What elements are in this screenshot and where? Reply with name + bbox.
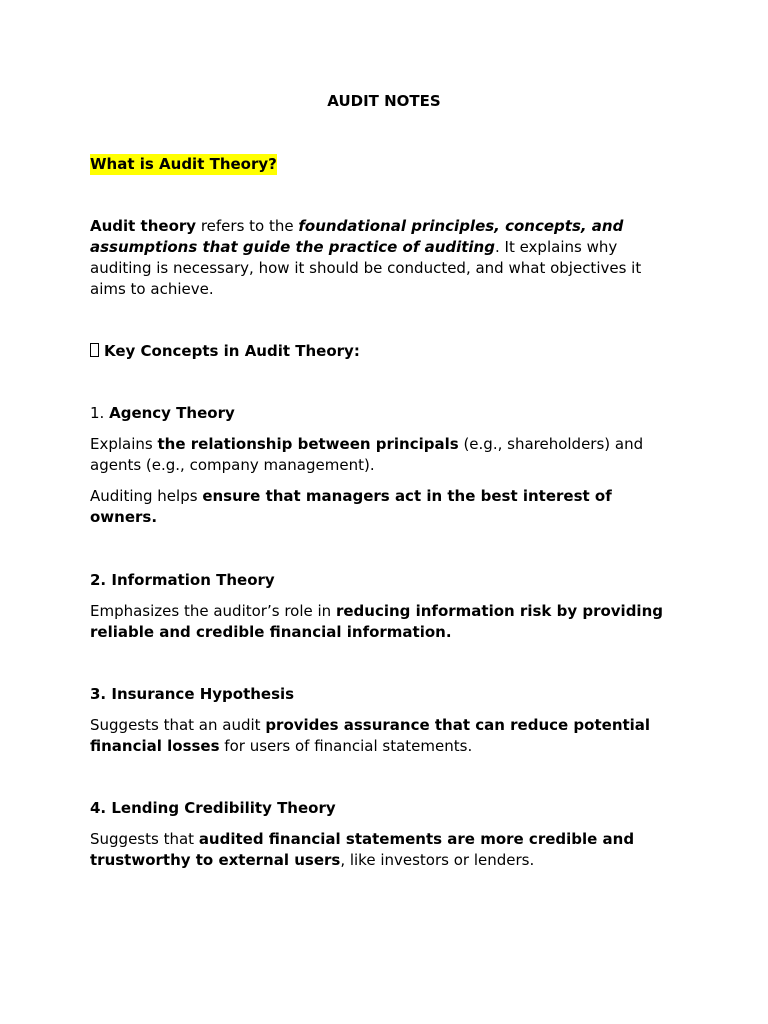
missing-glyph-icon — [90, 343, 99, 357]
question-heading: What is Audit Theory? — [90, 155, 277, 173]
text-run: (e.g., shareholders) and agents (e.g., company management). — [90, 435, 644, 474]
lending-paragraph — [90, 829, 680, 871]
section-heading-agency — [90, 403, 235, 424]
document-title: AUDIT NOTES — [327, 92, 441, 110]
key-concepts-label: Key Concepts in Audit Theory: — [104, 342, 360, 360]
section-title: Agency Theory — [109, 404, 235, 422]
bold-run: the relationship between principals — [157, 435, 459, 453]
agency-paragraph-2 — [90, 486, 680, 528]
insurance-paragraph — [90, 715, 680, 757]
text-run: Suggests that an audit — [90, 716, 266, 734]
intro-paragraph — [90, 216, 680, 300]
key-concepts-heading — [90, 341, 360, 362]
information-paragraph — [90, 601, 680, 643]
text-run: for users of financial statements. — [219, 737, 473, 755]
section-heading-lending: 4. Lending Credibility Theory — [90, 799, 336, 817]
bold-run: audited financial statements are more credible and trustworthy to external users — [90, 830, 635, 869]
intro-emphasis: foundational principles, concepts, and assumptions that guide the practice of auditing — [90, 217, 624, 256]
section-heading-insurance: 3. Insurance Hypothesis — [90, 685, 295, 703]
text-run: Auditing helps — [90, 487, 203, 505]
intro-term: Audit theory — [90, 217, 197, 235]
bold-run: ensure that managers act in the best interest of owners. — [90, 487, 612, 526]
text-run: Explains — [90, 435, 158, 453]
agency-paragraph-1 — [90, 434, 680, 476]
section-heading-information: 2. Information Theory — [90, 571, 275, 589]
intro-text-1: refers to the — [196, 217, 299, 235]
bold-run: provides assurance that can reduce potential financial losses — [90, 716, 651, 755]
text-run: Suggests that — [90, 830, 199, 848]
text-run: Emphasizes the auditor’s role in — [90, 602, 336, 620]
bold-run: reducing information risk by providing reliable and credible financial information. — [90, 602, 663, 641]
intro-text-2: . It explains why auditing is necessary, how it should be conducted, and what objectives it aims to achieve. — [90, 238, 642, 298]
section-number: 1. — [90, 404, 110, 422]
text-run: , like investors or lenders. — [340, 851, 535, 869]
